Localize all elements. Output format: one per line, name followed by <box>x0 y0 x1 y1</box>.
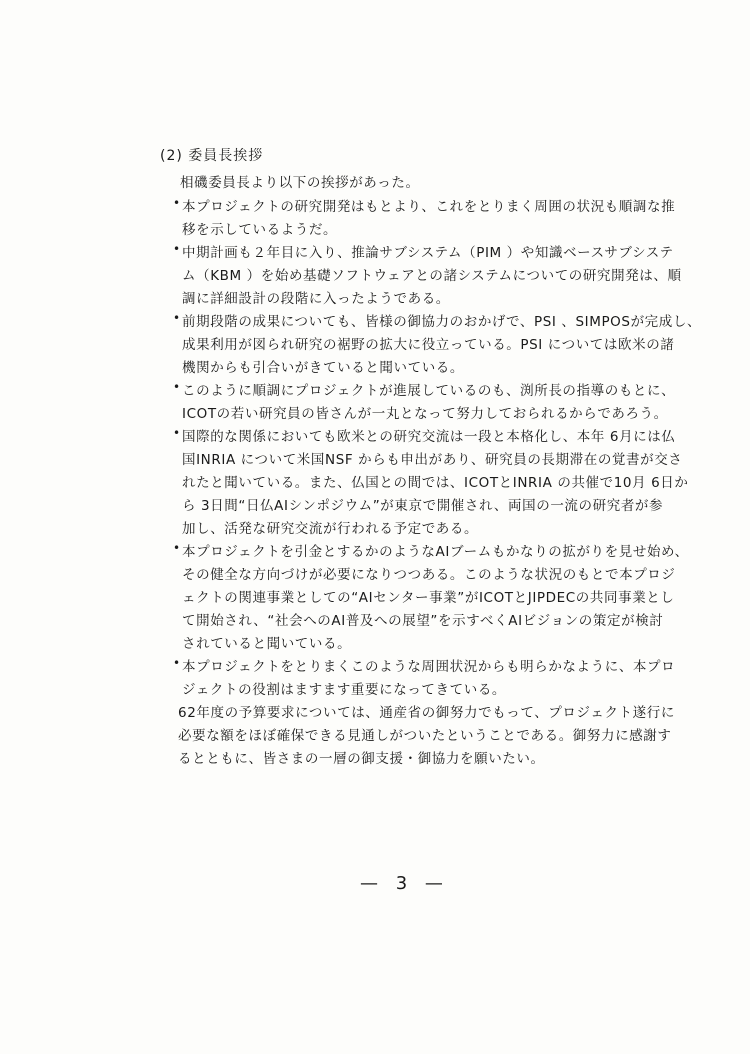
text-line: 必要な額をほぼ確保できる見通しがついたということである。御努力に感謝す <box>178 728 672 744</box>
text-line: 62年度の予算要求については、通産省の御努力でもって、プロジェクト遂行に <box>178 705 675 721</box>
text-line: ェクトの関連事業としての“AIセンター事業”がICOTとJIPDECの共同事業とし <box>182 590 675 606</box>
text-line: ジェクトの役割はますます重要になってきている。 <box>182 682 507 698</box>
bullet-icon: • <box>173 311 181 325</box>
text-line: 本プロジェクトの研究開発はもとより、これをとりまく周囲の状況も順調な推 <box>182 199 676 215</box>
bullet-icon: • <box>173 656 181 670</box>
text-line: 中期計画も２年目に入り、推論サブシステム（PIM ）や知識ベースサブシステ <box>182 245 674 261</box>
page-number: — 3 — <box>360 873 449 894</box>
text-line: 加し、活発な研究交流が行われる予定である。 <box>182 521 479 537</box>
text-line: ら 3日間“日仏AIシンポジウム”が東京で開催され、両国の一流の研究者が参 <box>182 498 664 514</box>
text-line: その健全な方向づけが必要になりつつある。このような状況のもとで本プロジ <box>182 567 676 583</box>
text-line: 移を示しているようだ。 <box>182 222 338 238</box>
text-line: 本プロジェクトをとりまくこのような周囲状況からも明らかなように、本プロ <box>182 659 676 675</box>
text-line: 機関からも引合いがきていると聞いている。 <box>182 360 464 376</box>
bullet-icon: • <box>173 196 181 210</box>
text-line: されていると聞いている。 <box>182 636 352 652</box>
text-line: 相磯委員長より以下の挨拶があった。 <box>180 175 420 191</box>
bullet-icon: • <box>173 541 181 555</box>
section-heading: (2) 委員長挨拶 <box>160 148 264 164</box>
text-line: て開始され、“社会へのAI普及への展望”を示すべくAIビジョンの策定が検討 <box>182 613 664 629</box>
text-line: 調に詳細設計の段階に入ったようである。 <box>182 291 450 307</box>
text-line: 成果利用が図られ研究の裾野の拡大に役立っている。PSI については欧米の諸 <box>182 337 675 353</box>
text-line: れたと聞いている。また、仏国との間では、ICOTとINRIA の共催で10月 6日か <box>182 475 689 491</box>
bullet-icon: • <box>173 426 181 440</box>
text-line: ICOTの若い研究員の皆さんが一丸となって努力しておられるからであろう。 <box>182 406 668 422</box>
text-line: ム（KBM ）を始め基礎ソフトウェアとの諸システムについての研究開発は、順 <box>182 268 682 284</box>
text-line: 前期段階の成果についても、皆様の御協力のおかげで、PSI 、SIMPOSが完成し、 <box>182 314 702 330</box>
bullet-icon: • <box>173 380 181 394</box>
text-line: このように順調にプロジェクトが進展しているのも、渕所長の指導のもとに、 <box>182 383 676 399</box>
text-line: 国際的な関係においても欧米との研究交流は一段と本格化し、本年 6月には仏 <box>182 429 676 445</box>
text-line: 本プロジェクトを引金とするかのようなAIブームもかなりの拡がりを見せ始め、 <box>182 544 689 560</box>
text-line: 国INRIA について米国NSF からも申出があり、研究員の長期滞在の覚書が交さ <box>182 452 683 468</box>
text-line: るとともに、皆さまの一層の御支援・御協力を願いたい。 <box>178 751 545 767</box>
bullet-icon: • <box>173 242 181 256</box>
